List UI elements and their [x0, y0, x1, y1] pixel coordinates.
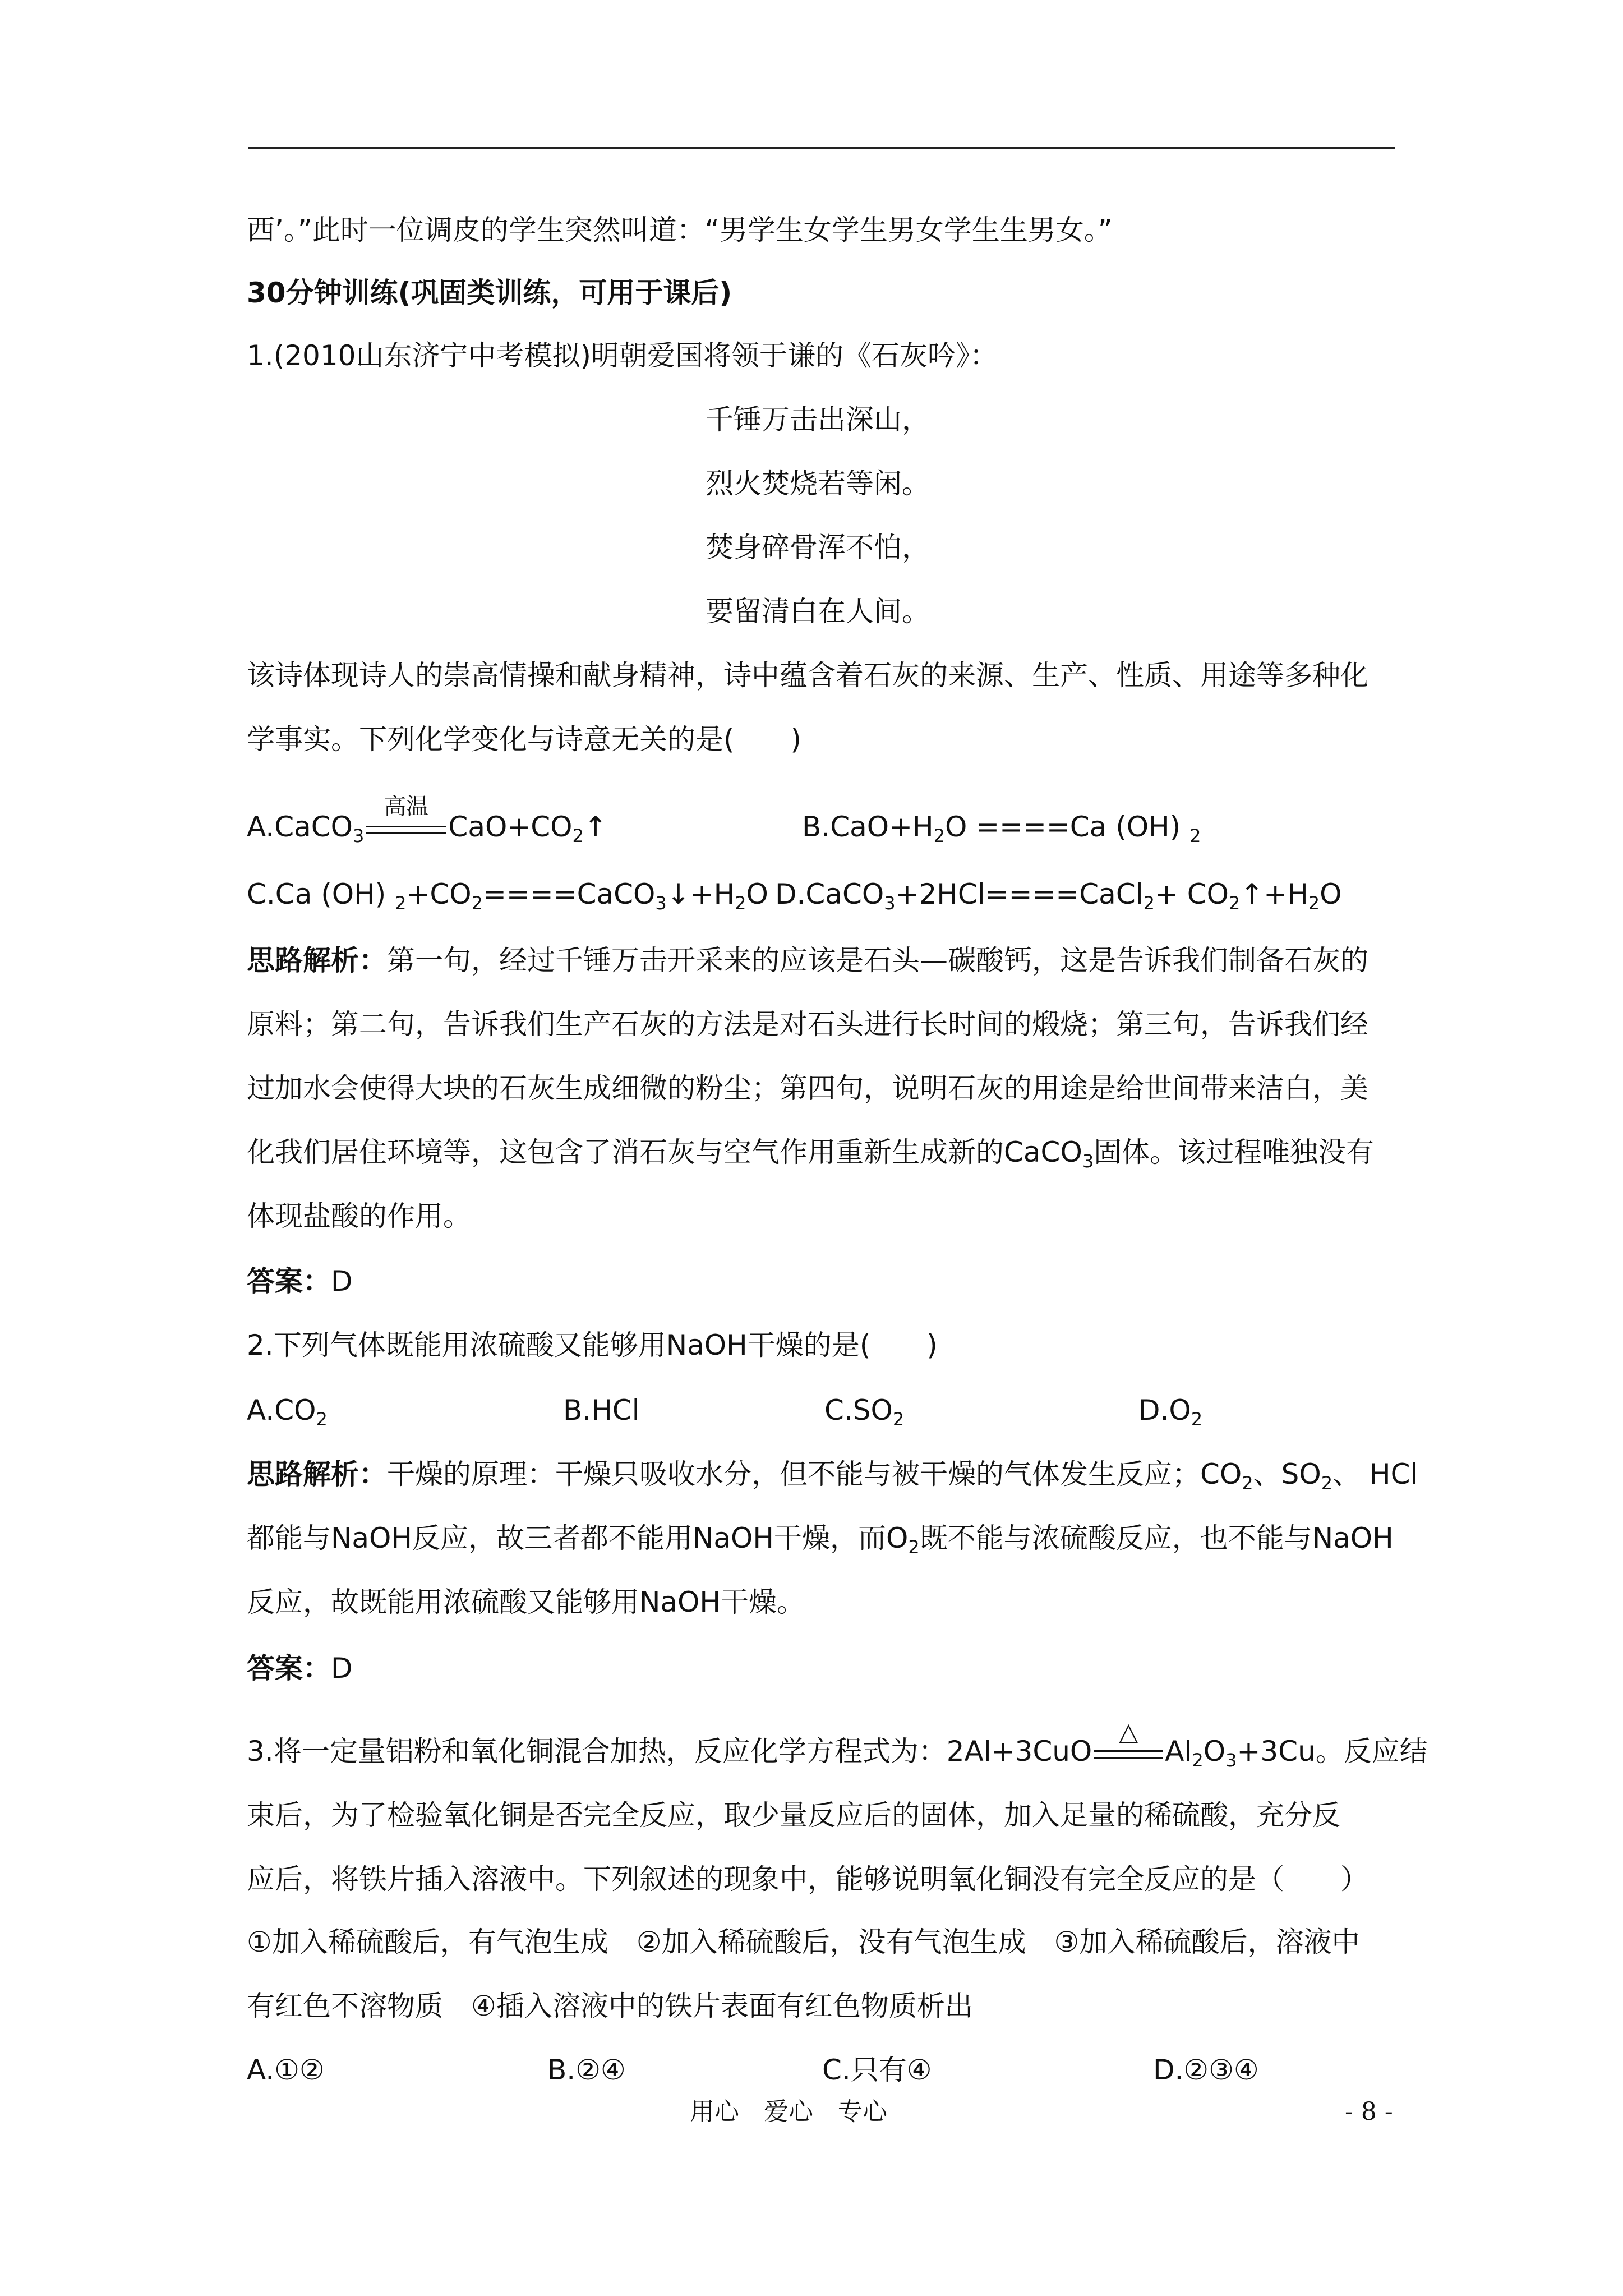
- q1-analysis: 化我们居住环境等，这包含了消石灰与空气作用重新生成新的CaCO$_3$固体。该过程唯独没有: [247, 1136, 1375, 1172]
- text-line: 西’。”此时一位调皮的学生突然叫道：“男学生女学生男女学生生男女。”: [247, 214, 1113, 246]
- q3-stem: 束后，为了检验氧化铜是否完全反应，取少量反应后的固体，加入足量的稀硫酸，充分反: [247, 1799, 1340, 1832]
- reaction-condition: 高温: [364, 810, 448, 844]
- q2-option-d: $D.O_2$: [1138, 1394, 1203, 1430]
- q2-stem: 2.下列气体既能用浓硫酸又能够用NaOH干燥的是( ): [247, 1329, 938, 1361]
- q3-option-c: C.只有④: [822, 2054, 932, 2086]
- q2-option-b: B.HCl: [563, 1394, 640, 1427]
- poem-line: 千锤万击出深山，: [706, 403, 930, 436]
- q1-intro: 学事实。下列化学变化与诗意无关的是( ): [247, 723, 802, 756]
- q3-stem: 有红色不溶物质 ④插入溶液中的铁片表面有红色物质析出: [247, 1990, 973, 2022]
- q1-analysis: 体现盐酸的作用。: [247, 1200, 471, 1232]
- q3-option-a: A.①②: [247, 2054, 325, 2086]
- q1-intro: 该诗体现诗人的崇高情操和献身精神，诗中蕴含着石灰的来源、生产、性质、用途等多种化: [247, 659, 1368, 692]
- q2-analysis: 都能与NaOH反应，故三者都不能用NaOH干燥，而$O_2$既不能与浓硫酸反应，也不能与NaOH: [247, 1522, 1394, 1558]
- q2-answer: 答案：D: [247, 1652, 353, 1685]
- q3-option-d: D.②③④: [1153, 2054, 1259, 2086]
- poem-line: 要留清白在人间。: [706, 595, 930, 628]
- q2-analysis: 反应，故既能用浓硫酸又能够用NaOH干燥。: [247, 1586, 805, 1618]
- q1-stem: 1.(2010山东济宁中考模拟)明朝爱国将领于谦的《石灰吟》：: [247, 339, 998, 372]
- q2-analysis: 思路解析：干燥的原理：干燥只吸收水分，但不能与被干燥的气体发生反应；$CO_2$、$SO_2$、 HCl: [247, 1458, 1418, 1494]
- q1-analysis: 过加水会使得大块的石灰生成细微的粉尘；第四句，说明石灰的用途是给世间带来洁白，美: [247, 1072, 1368, 1105]
- q2-option-c: $C.SO_2$: [824, 1394, 905, 1430]
- reaction-condition: △: [1092, 1734, 1165, 1768]
- section-title: 30分钟训练(巩固类训练，可用于课后): [247, 277, 732, 309]
- page-number: - 8 -: [1345, 2097, 1393, 2126]
- poem-line: 焚身碎骨浑不怕，: [706, 531, 930, 564]
- q1-option-a: A.CaCO$_3$ 高温 $CaO+CO_2↑$: [247, 794, 607, 846]
- header-rule: [248, 147, 1395, 149]
- q2-option-a: $A.CO_2$: [247, 1394, 328, 1430]
- q3-stem: 3.将一定量铝粉和氧化铜混合加热，反应化学方程式为：2Al+3CuO △ $Al_2O_3+3Cu$。反应结: [247, 1718, 1428, 1771]
- footer-motto: 用心 爱心 专心: [690, 2097, 887, 2126]
- q3-option-b: B.②④: [547, 2054, 626, 2086]
- q1-answer: 答案：D: [247, 1265, 353, 1297]
- q1-option-d: D.CaCO$_3$+2HCl====CaCl$_2$+ $CO_2↑+H_2O$: [775, 878, 1342, 914]
- q1-analysis: 思路解析：第一句，经过千锤万击开采来的应该是石头—碳酸钙，这是告诉我们制备石灰的: [247, 944, 1368, 977]
- poem-line: 烈火焚烧若等闲。: [706, 467, 930, 500]
- q3-stem: 应后，将铁片插入溶液中。下列叙述的现象中，能够说明氧化铜没有完全反应的是（ ）: [247, 1863, 1368, 1895]
- q1-option-b: $B.CaO+H_2O ====Ca$ (OH) $_2$: [802, 811, 1201, 846]
- q1-analysis: 原料；第二句，告诉我们生产石灰的方法是对石头进行长时间的煅烧；第三句，告诉我们经: [247, 1008, 1368, 1041]
- q3-stem: ①加入稀硫酸后，有气泡生成 ②加入稀硫酸后，没有气泡生成 ③加入稀硫酸后，溶液中: [247, 1926, 1360, 1958]
- q1-option-c: C.Ca (OH) $_2+CO_2====CaCO_3↓+H_2O$: [247, 878, 768, 914]
